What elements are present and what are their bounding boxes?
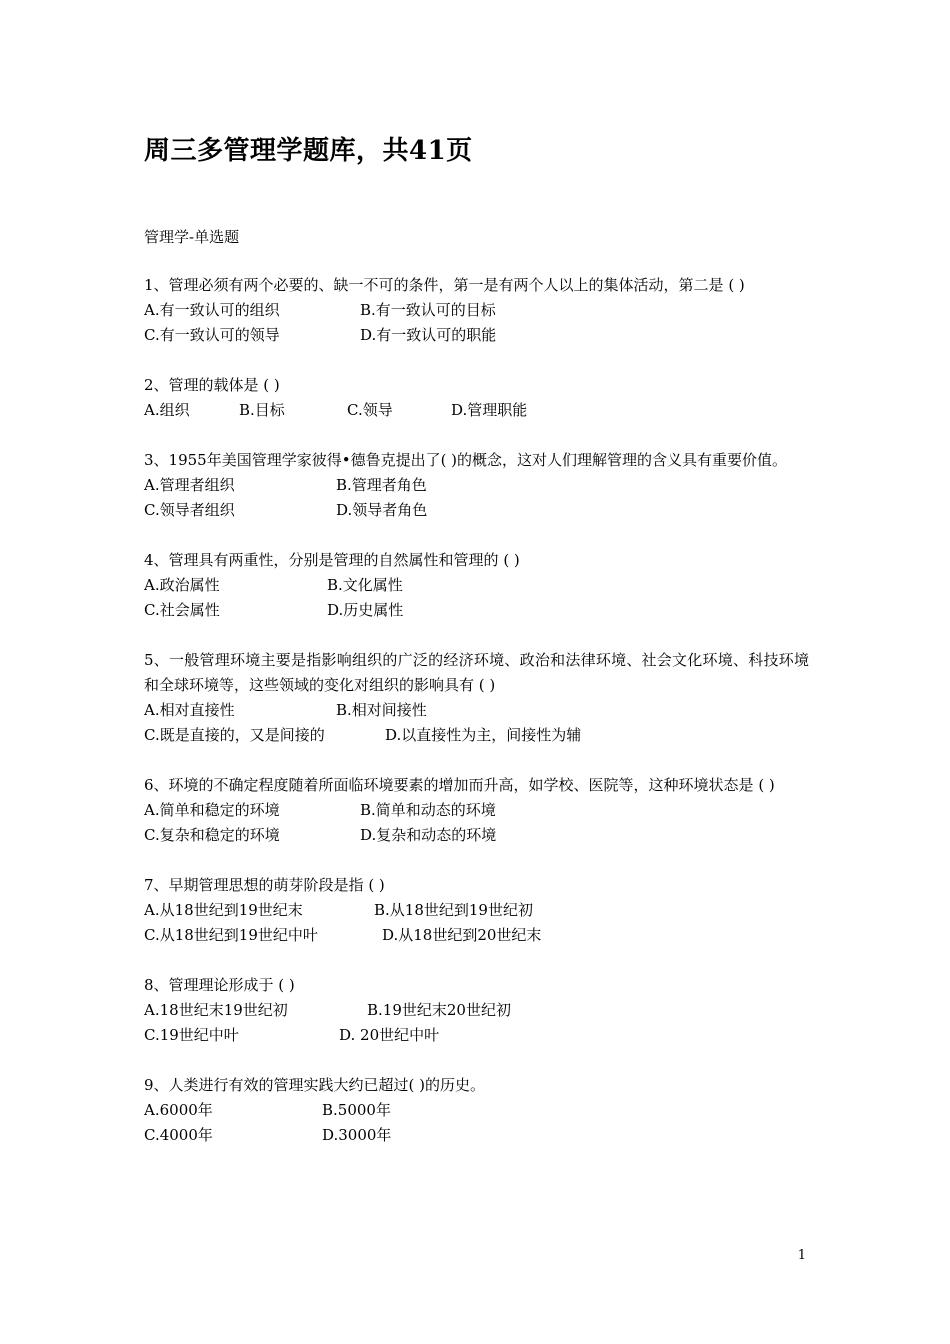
option-d: D.管理职能 (451, 401, 528, 419)
option-a: A.从18世纪到19世纪末 (144, 901, 303, 919)
section-title: 管理学-单选题 (144, 228, 240, 246)
option-a: A.组织 (144, 401, 190, 419)
option-row (144, 823, 809, 848)
question-2 (144, 373, 809, 423)
question-7 (144, 873, 809, 948)
option-row (144, 1098, 809, 1123)
option-c: C.既是直接的，又是间接的 (144, 726, 325, 744)
question-stem: 7、早期管理思想的萌芽阶段是指 ( ) (144, 876, 385, 894)
option-row (144, 598, 809, 623)
option-b: B.有一致认可的目标 (360, 301, 496, 319)
option-row (144, 1123, 809, 1148)
option-d: D.历史属性 (327, 601, 404, 619)
question-stem: 6、环境的不确定程度随着所面临环境要素的增加而升高，如学校、医院等，这种环境状态是 ( ) (144, 776, 775, 794)
option-d: D.复杂和动态的环境 (360, 826, 497, 844)
option-d: D. 20世纪中叶 (339, 1026, 440, 1044)
option-a: A.管理者组织 (144, 476, 235, 494)
option-b: B.管理者角色 (336, 476, 427, 494)
option-c: C.复杂和稳定的环境 (144, 826, 280, 844)
question-list (144, 273, 809, 1173)
option-a: A.18世纪末19世纪初 (144, 1001, 288, 1019)
option-b: B.5000年 (322, 1101, 391, 1119)
option-d: D.从18世纪到20世纪末 (382, 926, 542, 944)
document-title: 周三多管理学题库，共41页 (144, 136, 473, 166)
option-c: C.领导 (347, 401, 393, 419)
option-d: D.3000年 (322, 1126, 392, 1144)
option-row (144, 723, 809, 748)
option-row (144, 698, 809, 723)
question-stem: 1、管理必须有两个必要的、缺一不可的条件，第一是有两个人以上的集体活动，第二是 ( ) (144, 276, 745, 294)
option-a: A.相对直接性 (144, 701, 235, 719)
question-9 (144, 1073, 809, 1148)
option-row (144, 898, 809, 923)
option-row (144, 473, 809, 498)
option-c: C.19世纪中叶 (144, 1026, 239, 1044)
option-b: B.简单和动态的环境 (360, 801, 496, 819)
option-a: A.有一致认可的组织 (144, 301, 280, 319)
question-1 (144, 273, 809, 348)
question-stem: 9、人类进行有效的管理实践大约已超过( )的历史。 (144, 1076, 486, 1094)
option-c: C.有一致认可的领导 (144, 326, 280, 344)
question-stem: 8、管理理论形成于 ( ) (144, 976, 295, 994)
question-6 (144, 773, 809, 848)
question-4 (144, 548, 809, 623)
option-c: C.社会属性 (144, 601, 220, 619)
option-row (144, 298, 809, 323)
question-stem: 2、管理的载体是 ( ) (144, 376, 280, 394)
question-3 (144, 448, 809, 523)
option-d: D.领导者角色 (336, 501, 428, 519)
question-stem: 4、管理具有两重性，分别是管理的自然属性和管理的 ( ) (144, 551, 520, 569)
option-a: A.政治属性 (144, 576, 220, 594)
option-d: D.有一致认可的职能 (360, 326, 497, 344)
page-number: 1 (797, 1248, 806, 1263)
option-b: B.文化属性 (327, 576, 403, 594)
question-8 (144, 973, 809, 1048)
option-row (144, 573, 809, 598)
option-row (144, 398, 809, 423)
option-b: B.19世纪末20世纪初 (367, 1001, 511, 1019)
option-b: B.目标 (239, 401, 285, 419)
option-c: C.领导者组织 (144, 501, 235, 519)
question-stem: 3、1955年美国管理学家彼得•德鲁克提出了( )的概念，这对人们理解管理的含义具有重要价值。 (144, 451, 788, 469)
question-5 (144, 648, 809, 748)
option-row (144, 1023, 809, 1048)
option-c: C.从18世纪到19世纪中叶 (144, 926, 318, 944)
option-row (144, 323, 809, 348)
option-row (144, 798, 809, 823)
question-stem: 5、一般管理环境主要是指影响组织的广泛的经济环境、政治和法律环境、社会文化环境、科技环境和全球环境等，这些领域的变化对组织的影响具有 ( ) (144, 651, 809, 694)
option-row (144, 498, 809, 523)
option-a: A.6000年 (144, 1101, 213, 1119)
option-b: B.从18世纪到19世纪初 (374, 901, 533, 919)
option-d: D.以直接性为主，间接性为辅 (385, 726, 582, 744)
option-c: C.4000年 (144, 1126, 213, 1144)
option-b: B.相对间接性 (336, 701, 427, 719)
option-row (144, 998, 809, 1023)
option-a: A.简单和稳定的环境 (144, 801, 280, 819)
option-row (144, 923, 809, 948)
